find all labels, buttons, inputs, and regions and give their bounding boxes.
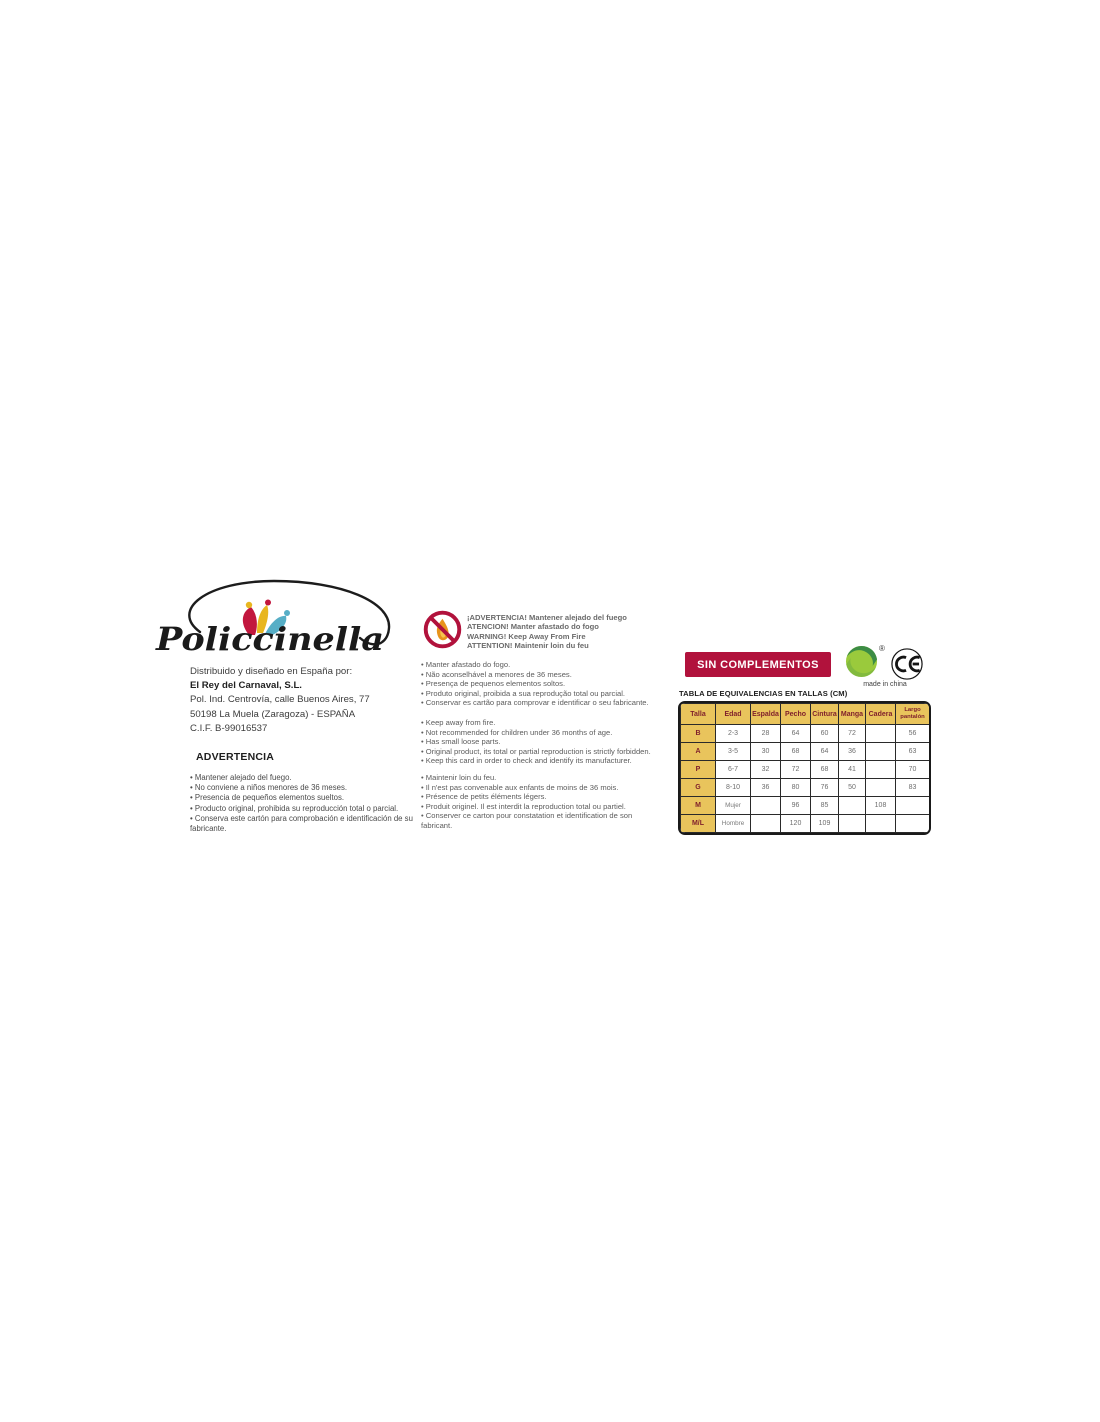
company-name: El Rey del Carnaval, S.L.	[190, 680, 302, 692]
address-line-2: 50198 La Muela (Zaragoza) - ESPAÑA	[190, 708, 356, 720]
made-in-label: made in china	[863, 681, 907, 688]
warning-item: • Não aconselhável a menores de 36 meses.	[421, 670, 655, 680]
sin-complementos-banner: SIN COMPLEMENTOS	[685, 652, 831, 677]
advertencia-item: • No conviene a niños menores de 36 meses.	[190, 783, 426, 793]
size-table-header-cell: Espalda	[751, 704, 781, 725]
distributor-intro: Distribuido y diseñado en España por:	[190, 666, 353, 677]
size-cell	[866, 815, 896, 833]
size-cell-talla: M/L	[681, 815, 716, 833]
size-table-row	[681, 725, 930, 743]
size-cell: 60	[811, 725, 839, 743]
size-cell: 36	[751, 779, 781, 797]
size-table-row	[681, 815, 930, 833]
warning-item: • Produto original, proibida a sua reprodução total ou parcial.	[421, 689, 655, 699]
warning-item: • Keep away from fire.	[421, 718, 655, 728]
no-fire-icon	[423, 610, 462, 649]
address-line-1: Pol. Ind. Centrovía, calle Buenos Aires, 77	[190, 694, 370, 706]
size-table-row	[681, 743, 930, 761]
fire-warning-line: ¡ADVERTENCIA! Mantener alejado del fuego	[467, 613, 627, 622]
size-cell: 41	[839, 761, 866, 779]
size-cell: 120	[781, 815, 811, 833]
size-cell: 56	[896, 725, 930, 743]
brand-logo	[148, 576, 400, 668]
size-table-row	[681, 761, 930, 779]
size-cell: 32	[751, 761, 781, 779]
warning-item: • Original product, its total or partial reproduction is strictly forbidden.	[421, 747, 655, 757]
size-table-container	[678, 701, 931, 835]
size-cell	[866, 779, 896, 797]
size-cell: 3-5	[716, 743, 751, 761]
size-cell	[896, 797, 930, 815]
size-table-header-row	[681, 704, 930, 725]
size-cell: 108	[866, 797, 896, 815]
advertencia-item: • Mantener alejado del fuego.	[190, 773, 426, 783]
size-cell-talla: G	[681, 779, 716, 797]
size-cell: 72	[781, 761, 811, 779]
warning-item: • Conservar es cartão para comprovar e identificar o seu fabricante.	[421, 698, 655, 708]
warning-item: • Keep this card in order to check and identify its manufacturer.	[421, 756, 655, 766]
warning-item: • Has small loose parts.	[421, 737, 655, 747]
advertencia-title: ADVERTENCIA	[196, 751, 275, 763]
size-table-title: TABLA DE EQUIVALENCIAS EN TALLAS (CM)	[679, 689, 848, 698]
policcinella-logo-graphic	[148, 576, 400, 668]
size-cell: 109	[811, 815, 839, 833]
size-cell: Mujer	[716, 797, 751, 815]
fire-warning-line: ATTENTION! Maintenir loin du feu	[467, 640, 589, 650]
ce-mark-icon	[891, 648, 923, 680]
size-cell-talla: P	[681, 761, 716, 779]
size-cell: 68	[781, 743, 811, 761]
size-cell	[866, 743, 896, 761]
advertencia-item: • Producto original, prohibida su reproducción total o parcial.	[190, 804, 426, 814]
size-table-header-cell: Talla	[681, 704, 716, 725]
fire-warning-line: WARNING! Keep Away From Fire	[467, 631, 586, 641]
size-cell	[751, 797, 781, 815]
size-cell	[866, 761, 896, 779]
logo-text: Policcinella	[154, 620, 384, 658]
size-cell: 36	[839, 743, 866, 761]
size-table-header-cell: Pecho	[781, 704, 811, 725]
advertencia-item: • Conserva este cartón para comprobación e identificación de su fabricante.	[190, 814, 426, 834]
size-cell: 85	[811, 797, 839, 815]
distributor-info	[190, 665, 430, 736]
advertencia-item: • Presencia de pequeños elementos sueltos.	[190, 793, 426, 803]
warning-item: • Conserver ce carton pour constatation et identification de son fabricant.	[421, 811, 655, 830]
registered-trademark-symbol: ®	[879, 644, 885, 653]
warnings-portuguese	[421, 660, 655, 708]
size-table-header-cell: Cintura	[811, 704, 839, 725]
size-cell: 2-3	[716, 725, 751, 743]
size-cell: Hombre	[716, 815, 751, 833]
size-cell-talla: M	[681, 797, 716, 815]
size-cell	[866, 725, 896, 743]
size-table-header-cell: Edad	[716, 704, 751, 725]
size-equivalence-table	[680, 703, 930, 833]
warning-item: • Not recommended for children under 36 months of age.	[421, 728, 655, 738]
fire-warning-line: ATENCION! Manter afastado do fogo	[467, 622, 599, 632]
warning-item: • Il n'est pas convenable aux enfants de moins de 36 mois.	[421, 783, 655, 793]
warning-item: • Présence de petits éléments légers.	[421, 792, 655, 802]
fire-warning-lines	[467, 613, 657, 650]
size-cell: 63	[896, 743, 930, 761]
size-cell: 8-10	[716, 779, 751, 797]
size-cell: 70	[896, 761, 930, 779]
warnings-english	[421, 718, 655, 766]
size-cell: 76	[811, 779, 839, 797]
warnings-french	[421, 773, 655, 830]
size-table-row	[681, 779, 930, 797]
warning-item: • Produit originel. Il est interdit la reproduction total ou partiel.	[421, 802, 655, 812]
advertencia-list	[190, 773, 426, 834]
size-cell: 64	[781, 725, 811, 743]
size-table-header-cell: Cadera	[866, 704, 896, 725]
size-cell: 28	[751, 725, 781, 743]
size-cell	[751, 815, 781, 833]
warning-item: • Manter afastado do fogo.	[421, 660, 655, 670]
size-cell: 50	[839, 779, 866, 797]
size-cell-talla: A	[681, 743, 716, 761]
size-cell	[839, 815, 866, 833]
size-table-header-cell: Largo pantalón	[896, 704, 930, 725]
cif-number: C.I.F. B-99016537	[190, 722, 268, 734]
size-cell: 96	[781, 797, 811, 815]
size-cell-talla: B	[681, 725, 716, 743]
green-dot-recycle-icon	[845, 645, 878, 678]
size-cell: 72	[839, 725, 866, 743]
size-cell	[839, 797, 866, 815]
size-cell: 6-7	[716, 761, 751, 779]
size-cell: 83	[896, 779, 930, 797]
size-cell: 68	[811, 761, 839, 779]
size-cell: 30	[751, 743, 781, 761]
warning-item: • Maintenir loin du feu.	[421, 773, 655, 783]
size-table-row	[681, 797, 930, 815]
warning-item: • Presença de pequenos elementos soltos.	[421, 679, 655, 689]
size-cell: 64	[811, 743, 839, 761]
size-table-header-cell: Manga	[839, 704, 866, 725]
size-cell	[896, 815, 930, 833]
size-cell: 80	[781, 779, 811, 797]
